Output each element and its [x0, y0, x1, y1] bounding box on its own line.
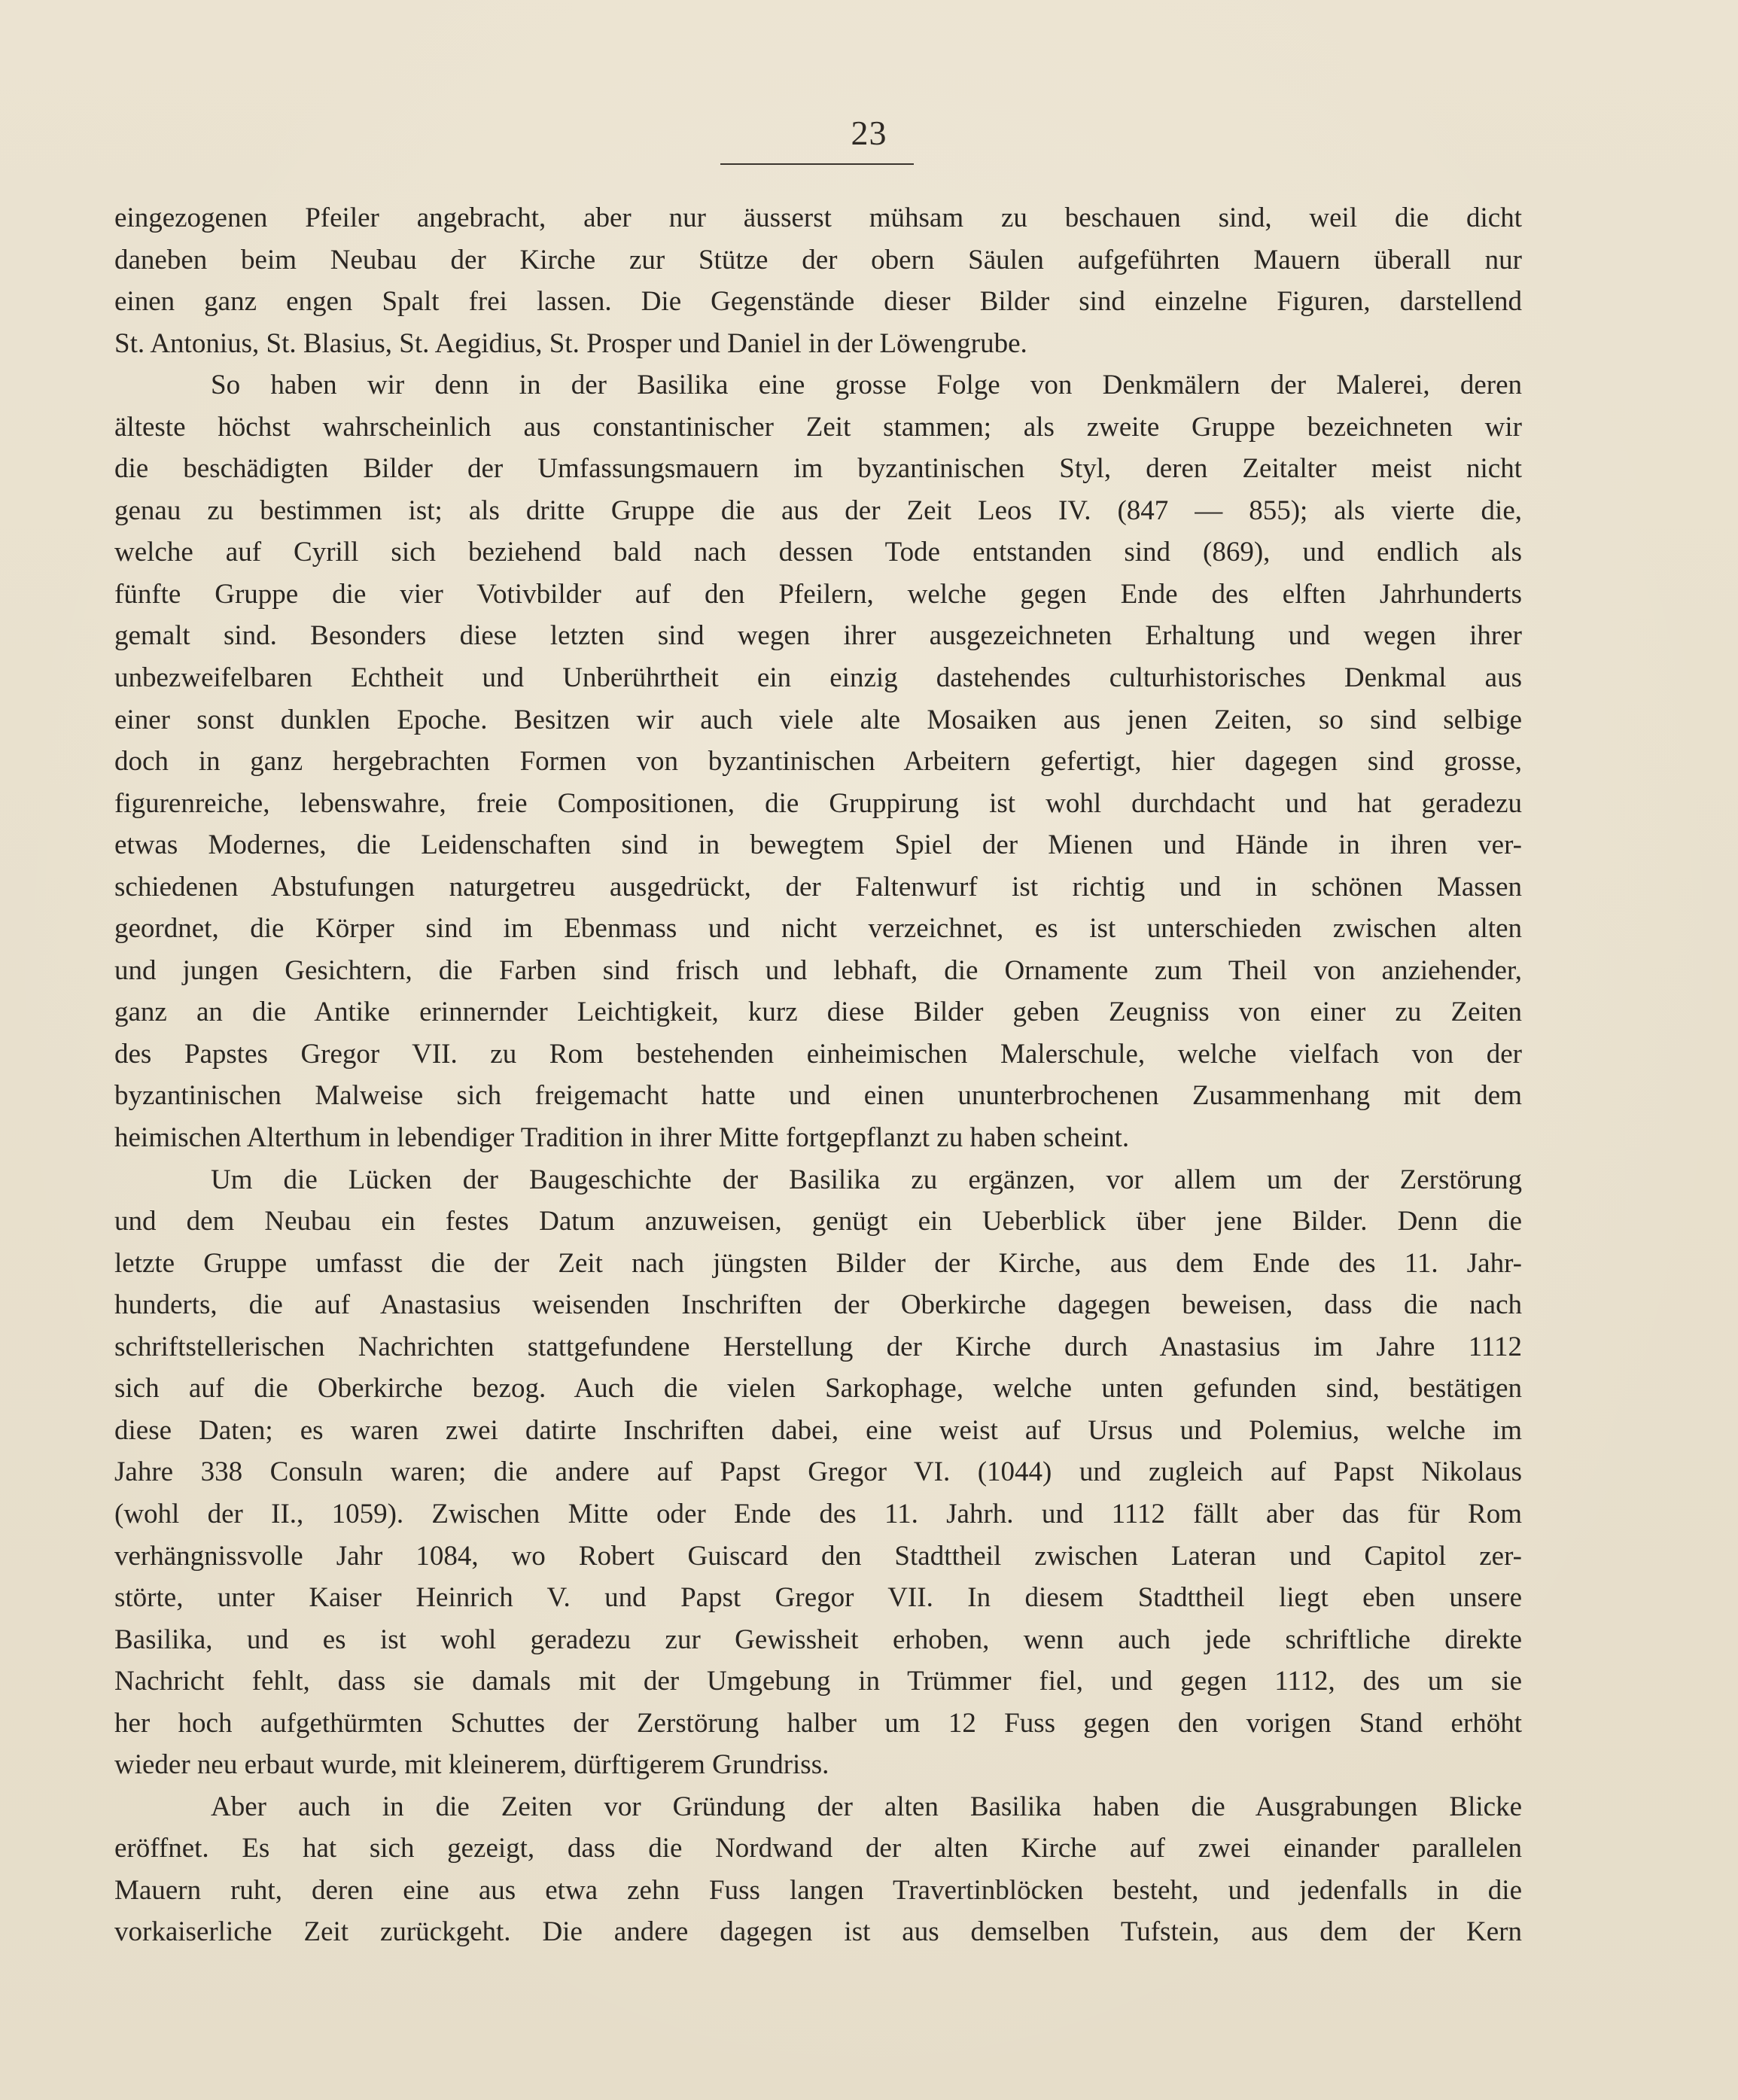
- text-line: einer sonst dunklen Epoche. Besitzen wir auch viele alte Mosaiken aus jenen Zeiten, so sind selbige: [114, 704, 1522, 735]
- text-line: wieder neu erbaut wurde, mit kleinerem, dürftigerem Grundriss.: [114, 1749, 829, 1781]
- text-line: störte, unter Kaiser Heinrich V. und Papst Gregor VII. In diesem Stadttheil liegt eben unsere: [114, 1582, 1522, 1614]
- page-number: 23: [851, 114, 887, 152]
- text-line: So haben wir denn in der Basilika eine grosse Folge von Denkmälern der Malerei, deren: [211, 370, 1522, 401]
- text-line: schiedenen Abstufungen naturgetreu ausgedrückt, der Faltenwurf ist richtig und in schönen Massen: [114, 871, 1522, 902]
- paragraph: [114, 1159, 1522, 1786]
- text-line: Basilika, und es ist wohl geradezu zur Gewissheit erhoben, wenn auch jede schriftliche direkte: [114, 1624, 1522, 1655]
- text-line: etwas Modernes, die Leidenschaften sind in bewegtem Spiel der Mienen und Hände in ihren ver-: [114, 829, 1522, 861]
- text-line: schriftstellerischen Nachrichten stattgefundene Herstellung der Kirche durch Anastasius im Jahre 1112: [114, 1331, 1522, 1362]
- paragraph: [114, 197, 1522, 364]
- text-line: her hoch aufgethürmten Schuttes der Zerstörung halber um 12 Fuss gegen den vorigen Stand erhöht: [114, 1707, 1522, 1739]
- text-line: gemalt sind. Besonders diese letzten sind wegen ihrer ausgezeichneten Erhaltung und wegen ihrer: [114, 620, 1522, 652]
- text-line: fünfte Gruppe die vier Votivbilder auf den Pfeilern, welche gegen Ende des elften Jahrhunderts: [114, 578, 1522, 610]
- text-line: heimischen Alterthum in lebendiger Tradition in ihrer Mitte fortgepflanzt zu haben scheint.: [114, 1122, 1130, 1154]
- text-line: des Papstes Gregor VII. zu Rom bestehenden einheimischen Malerschule, welche vielfach von der: [114, 1038, 1522, 1070]
- header-rule: [720, 163, 914, 165]
- paragraph: [114, 1786, 1522, 1953]
- text-line: daneben beim Neubau der Kirche zur Stütze der obern Säulen aufgeführten Mauern überall nur: [114, 244, 1522, 275]
- text-line: unbezweifelbaren Echtheit und Unberührtheit ein einzig dastehendes culturhistorisches Denkmal aus: [114, 662, 1522, 694]
- text-line: doch in ganz hergebrachten Formen von byzantinischen Arbeitern gefertigt, hier dagegen sind grosse,: [114, 746, 1522, 778]
- paragraph: [114, 364, 1522, 1158]
- text-line: byzantinischen Malweise sich freigemacht hatte und einen ununterbrochenen Zusammenhang mit dem: [114, 1080, 1522, 1112]
- text-line: Nachricht fehlt, dass sie damals mit der Umgebung in Trümmer fiel, und gegen 1112, des um sie: [114, 1666, 1522, 1697]
- text-line: verhängnissvolle Jahr 1084, wo Robert Guiscard den Stadttheil zwischen Lateran und Capitol zer-: [114, 1540, 1522, 1572]
- text-line: vorkaiserliche Zeit zurückgeht. Die andere dagegen ist aus demselben Tufstein, aus dem der Kern: [114, 1916, 1522, 1948]
- text-line: genau zu bestimmen ist; als dritte Gruppe die aus der Zeit Leos IV. (847 — 855); als vierte die,: [114, 495, 1522, 526]
- text-line: hunderts, die auf Anastasius weisenden Inschriften der Oberkirche dagegen beweisen, dass die nach: [114, 1289, 1522, 1321]
- text-line: Jahre 338 Consuln waren; die andere auf Papst Gregor VI. (1044) und zugleich auf Papst Nikolaus: [114, 1456, 1522, 1488]
- text-line: ganz an die Antike erinnernder Leichtigkeit, kurz diese Bilder geben Zeugniss von einer zu Zeiten: [114, 997, 1522, 1028]
- text-line: letzte Gruppe umfasst die der Zeit nach jüngsten Bilder der Kirche, aus dem Ende des 11. Jahr-: [114, 1247, 1522, 1279]
- text-line: die beschädigten Bilder der Umfassungsmauern im byzantinischen Styl, deren Zeitalter meist nicht: [114, 453, 1522, 485]
- text-line: sich auf die Oberkirche bezog. Auch die vielen Sarkophage, welche unten gefunden sind, bestätigen: [114, 1373, 1522, 1405]
- text-line: St. Antonius, St. Blasius, St. Aegidius, St. Prosper und Daniel in der Löwengrube.: [114, 327, 1027, 359]
- text-line: und dem Neubau ein festes Datum anzuweisen, genügt ein Ueberblick über jene Bilder. Denn die: [114, 1206, 1522, 1237]
- text-line: eingezogenen Pfeiler angebracht, aber nur äusserst mühsam zu beschauen sind, weil die dicht: [114, 202, 1522, 233]
- text-line: Um die Lücken der Baugeschichte der Basilika zu ergänzen, vor allem um der Zerstörung: [211, 1164, 1522, 1195]
- text-line: einen ganz engen Spalt frei lassen. Die Gegenstände dieser Bilder sind einzelne Figuren, darstellend: [114, 286, 1522, 318]
- text-line: und jungen Gesichtern, die Farben sind frisch und lebhaft, die Ornamente zum Theil von anziehender,: [114, 954, 1522, 986]
- text-line: welche auf Cyrill sich beziehend bald nach dessen Tode entstanden sind (869), und endlich als: [114, 537, 1522, 568]
- text-line: figurenreiche, lebenswahre, freie Compositionen, die Gruppirung ist wohl durchdacht und hat geradezu: [114, 787, 1522, 819]
- text-line: Mauern ruht, deren eine aus etwa zehn Fuss langen Travertinblöcken besteht, und jedenfalls in die: [114, 1874, 1522, 1906]
- text-line: diese Daten; es waren zwei datirte Inschriften dabei, eine weist auf Ursus und Polemius, welche im: [114, 1414, 1522, 1446]
- text-line: Aber auch in die Zeiten vor Gründung der alten Basilika haben die Ausgrabungen Blicke: [211, 1791, 1522, 1822]
- text-line: älteste höchst wahrscheinlich aus constantinischer Zeit stammen; als zweite Gruppe bezeichneten wir: [114, 411, 1522, 443]
- text-line: geordnet, die Körper sind im Ebenmass und nicht verzeichnet, es ist unterschieden zwischen alten: [114, 913, 1522, 945]
- text-line: (wohl der II., 1059). Zwischen Mitte oder Ende des 11. Jahrh. und 1112 fällt aber das für Rom: [114, 1498, 1522, 1529]
- text-line: eröffnet. Es hat sich gezeigt, dass die Nordwand der alten Kirche auf zwei einander parallelen: [114, 1833, 1522, 1864]
- body-text: [114, 197, 1522, 1953]
